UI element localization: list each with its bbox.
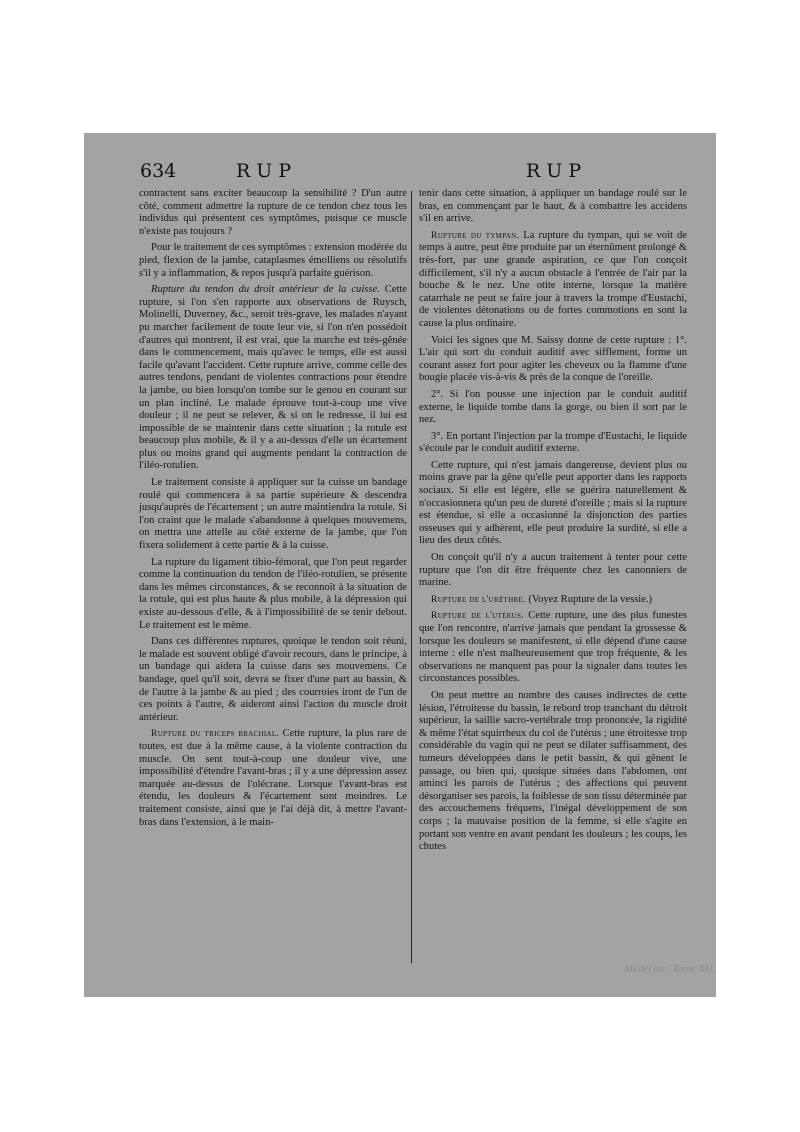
paragraph: [139, 557, 407, 633]
paragraph-text: Cette rupture, qui n'est jamais dangereuse, devient plus ou moins grave par la gêne qu'elle peut apporter dans les rapports sociaux. Si elle est légère, elle se guérira naturellement & n'occasionnera qu'un peu de dureté d'oreille ; mais si la rupture est étendue, si elle a occasionné la disjonction des parties osseuses qui y adhèrent, elle peut produire la surdité, si elle a lieu des deux côtés.: [419, 459, 687, 547]
paragraph: [419, 460, 687, 548]
running-head-right: RUP: [526, 160, 588, 182]
paragraph: [419, 690, 687, 854]
paragraph-text: On peut mettre au nombre des causes indirectes de cette lésion, l'étroitesse du bassin, le rebord trop tranchant du détroit supérieur, la saillie sacro-vertébrale trop prononcée, la rigidité & même l'état squirrheux du col de l'utérus ; une étroitesse trop considérable du vagin qui ne peut se dilater suffisamment, des tumeurs développées dans le petit bassin, & qui gênent le passage, ou bien qui, quoique situées dans l'abdomen, ont aminci les parois de l'utérus ; des affections qui peuvent désorganiser ses parois, la foiblesse de son tissu déterminée par des accouchemens fréquens, l'inégal développement de son corps ; la mauvaise position de la femme, si elle s'agite en portant son ventre en avant pendant les douleurs ; les coups, les chutes: [419, 689, 687, 853]
left-column: [139, 188, 407, 833]
section-heading: Rupture de l'utérus.: [431, 610, 524, 622]
section-heading: Rupture du triceps brachial.: [151, 728, 280, 740]
paragraph: [419, 431, 687, 456]
paragraph-text: Cette rupture, la plus rare de toutes, est due à la même cause, à la violente contraction du muscle. On sent tout-à-coup une douleur vive, une impossibilité d'étendre l'avant-bras ; il y a une dépression assez marquée au-dessus de l'olécrane. Lorsque l'avant-bras est étendu, les douleurs & l'écartement sont moindres. Le traitement consiste, ainsi que je l'ai déjà dit, à mettre l'avant-bras dans l'extension, à le main-: [139, 728, 407, 828]
paragraph-text: La rupture du tympan, qui se voit de temps à autre, peut être produite par un éternûment prolongé & très-fort, par une grande aspiration, ce que l'on conçoit difficilement, s'il n'y a aucun obstacle à l'entrée de l'air par la bouche & le nez. Une otite interne, lorsque la matière catarrhale ne peut se faire jour à travers la trompe d'Eustachi, de violentes détonations ou de fortes commotions en sont la cause la plus ordinaire.: [419, 229, 687, 329]
paragraph-text: tenir dans cette situation, à appliquer un bandage roulé sur le bras, en commençant par le haut, & à combattre les accidens s'il en arrive.: [419, 188, 687, 225]
bleed-through-footer: Médecine. Tome XII.: [624, 963, 716, 975]
paragraph-text: On conçoit qu'il n'y a aucun traitement à tenter pour cette rupture que l'on dit être fréquente chez les canonniers de marine.: [419, 552, 687, 589]
paragraph-text: Voici les signes que M. Saissy donne de cette rupture : 1°. L'air qui sort du conduit auditif avec sifflement, forme un courant assez fort pour agiter les cheveux ou la flamme d'une bougie placée vis-à-vis & près de la conque de l'oreille.: [419, 334, 687, 384]
paragraph-text: Dans ces différentes ruptures, quoique le tendon soit réuni, le malade est souvent obligé d'avoir recours, dans le principe, à un bandage qui aidera la cuisse dans ses mouvemens. Ce bandage, quel qu'il soit, devra se fixer d'une part au bassin, & de l'autre à la jambe & au pied ; des courroies iront de l'un de ces points à l'autre, & aideront ainsi l'action du muscle droit antérieur.: [139, 636, 407, 723]
paragraph-text: 3°. En portant l'injection par la trompe d'Eustachi, le liquide s'écoule par le conduit auditif externe.: [419, 430, 687, 455]
paragraph: [419, 389, 687, 427]
paragraph-text: contractent sans exciter beaucoup la sensibilité ? D'un autre côté, comment admettre la rupture de ce tendon chez tous les individus qui présentent ces symptômes, puisque ce muscle n'existe pas toujours ?: [139, 188, 407, 237]
paragraph: [419, 594, 687, 607]
book-page: [84, 133, 716, 997]
paragraph: [419, 188, 687, 226]
paragraph-text: (Voyez Rupture de la vessie.): [525, 593, 653, 605]
paragraph-text: La rupture du ligament tibio-fémoral, que l'on peut regarder comme la continuation du tendon de l'iléo-rotulien, se présente dans les mêmes circonstances, & se reconnoît à la situation de la rotule, qui est plus haute & plus mobile, à la dépression qui existe au-dessous d'elle, & à l'impossibilité de se tenir debout. Le traitement est le même.: [139, 556, 407, 631]
paragraph-text: Cette rupture, une des plus funestes que l'on rencontre, n'arrive jamais que pendant la grossesse & lorsque les douleurs se manifestent, si elle dépend d'une cause interne : elle n'est malheureusement que trop fréquente, & les observations ne manquent pas pour la signaler dans toutes les circonstances possibles.: [419, 610, 687, 685]
paragraph: [139, 728, 407, 829]
paragraph-text: Cette rupture, si l'on s'en rapporte aux observations de Ruysch, Molinelli, Duverney, &c., seroit très-grave, les malades n'ayant pu marcher facilement de toute leur vie, si l'on n'en possédoit d'autres qui montrent, il est vrai, que la marche est très-gênée dans le commencement, mais qu'avec le temps, elle est aussi facile qu'avant l'accident. Cette rupture arrive, comme celle des autres tendons, pendant de violentes contractions pour étendre la jambe, ou bien lorsqu'on tombe sur le genou en courant sur un plan incliné. Le malade éprouve tout-à-coup une vive douleur ; il ne peut se relever, & si on le redresse, il lui est impossible de se maintenir dans cette situation ; la rotule est beaucoup plus mobile, & il y a au-dessus d'elle un écartement plus ou moins grand qui augmente pendant la contraction de l'iléo-rotulien.: [139, 284, 407, 472]
paragraph: [419, 552, 687, 590]
page-header: [140, 160, 700, 188]
paragraph-text: Le traitement consiste à appliquer sur la cuisse un bandage roulé qui commencera à sa partie supérieure & descendra jusqu'auprès de l'écartement ; un autre maintiendra la rotule. Si l'on craint que le malade s'abandonne à quelques mouvemens, on mettra une attelle au côté externe de la jambe, que l'on fixera solidement à cette partie & à la cuisse.: [139, 477, 407, 552]
paragraph: [139, 284, 407, 473]
paragraph: [419, 610, 687, 686]
column-divider: [411, 191, 412, 963]
paragraph: [139, 477, 407, 553]
paragraph-text: Pour le traitement de ces symptômes : extension modérée du pied, flexion de la jambe, cataplasmes émolliens ou résolutifs s'il y a inflammation, & repos jusqu'à parfaite guérison.: [139, 242, 407, 279]
paragraph: [139, 636, 407, 724]
paragraph: [419, 230, 687, 331]
section-heading: Rupture du tympan.: [431, 229, 520, 241]
paragraph-text: 2°. Si l'on pousse une injection par le conduit auditif externe, le liquide tombe dans la gorge, ou bien il sort par le nez.: [419, 388, 687, 426]
page-number: 634: [140, 160, 177, 182]
paragraph: [139, 188, 407, 238]
section-heading: Rupture de l'urèthre.: [431, 593, 526, 605]
paragraph: [139, 242, 407, 280]
paragraph-lead: Rupture du tendon du droit antérieur de la cuisse.: [151, 284, 380, 296]
running-head-left: RUP: [236, 160, 298, 182]
paragraph: [419, 335, 687, 385]
right-column: [419, 188, 687, 858]
